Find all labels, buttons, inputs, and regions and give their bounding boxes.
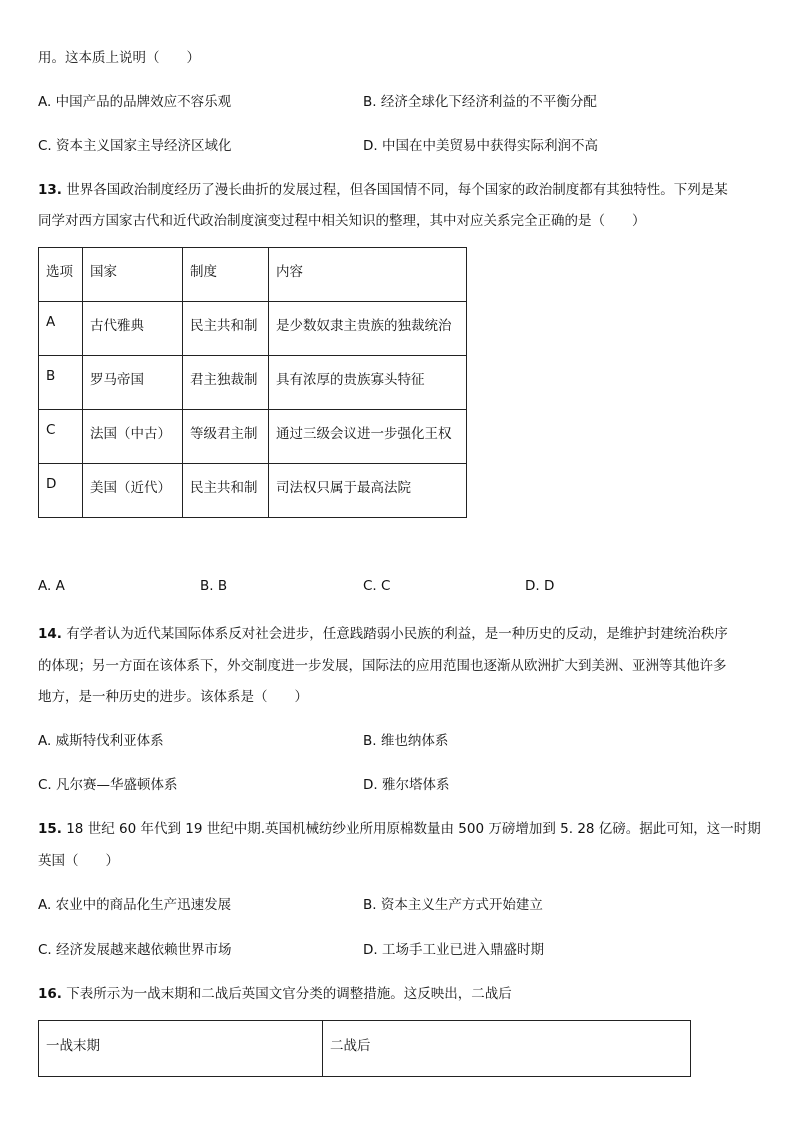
q13-table-header-row [39, 248, 467, 302]
q13-header-option: 选项 [39, 248, 83, 302]
q12-option-a[interactable]: A. 中国产品的品牌效应不容乐观 [38, 94, 232, 110]
table-row [39, 410, 467, 464]
q14-option-c[interactable]: C. 凡尔赛—华盛顿体系 [38, 777, 178, 793]
q16-header-post-ww2: 二战后 [323, 1021, 691, 1077]
q16-stem-line1 [38, 982, 512, 1002]
table-row [39, 464, 467, 518]
q14-stem-line1 [38, 622, 728, 642]
q14-number: 14. [38, 626, 62, 642]
table-row [39, 356, 467, 410]
q13-number: 13. [38, 182, 62, 198]
q12-option-d[interactable]: D. 中国在中美贸易中获得实际利润不高 [363, 138, 598, 154]
q16-header-ww1-end: 一战末期 [39, 1021, 323, 1077]
q13-stem-text1: 世界各国政治制度经历了漫长曲折的发展过程，但各国国情不同，每个国家的政治制度都有其独特性。下列是某 [66, 182, 728, 198]
q13-stem-line1 [38, 178, 728, 198]
q15-stem-line1 [38, 817, 761, 837]
q13-stem-line2: 同学对西方国家古代和近代政治制度演变过程中相关知识的整理，其中对应关系完全正确的是（ ） [38, 213, 646, 229]
table-cell: 具有浓厚的贵族寡头特征 [269, 356, 467, 410]
table-cell: A [39, 302, 83, 356]
q13-option-a[interactable]: A. A [38, 578, 65, 594]
q13-option-d[interactable]: D. D [525, 578, 555, 594]
q14-stem-line2: 的体现；另一方面在该体系下，外交制度进一步发展，国际法的应用范围也逐渐从欧洲扩大到美洲、亚洲等其他许多 [38, 658, 727, 674]
q15-option-c[interactable]: C. 经济发展越来越依赖世界市场 [38, 942, 232, 958]
table-cell: 民主共和制 [183, 302, 269, 356]
q16-stem-text1: 下表所示为一战末期和二战后英国文官分类的调整措施。这反映出，二战后 [66, 986, 512, 1002]
table-cell: 美国（近代） [83, 464, 183, 518]
table-cell: B [39, 356, 83, 410]
table-cell: 是少数奴隶主贵族的独裁统治 [269, 302, 467, 356]
q12-stem-tail: 用。这本质上说明（ ） [38, 50, 200, 66]
q15-option-d[interactable]: D. 工场手工业已进入鼎盛时期 [363, 942, 544, 958]
q13-option-c[interactable]: C. C [363, 578, 391, 594]
table-cell: 罗马帝国 [83, 356, 183, 410]
table-row [39, 302, 467, 356]
q13-header-system: 制度 [183, 248, 269, 302]
q16-table-header-row [39, 1021, 691, 1077]
q14-option-d[interactable]: D. 雅尔塔体系 [363, 777, 450, 793]
table-cell: D [39, 464, 83, 518]
q13-header-country: 国家 [83, 248, 183, 302]
q16-table [38, 1020, 691, 1077]
table-cell: 司法权只属于最高法院 [269, 464, 467, 518]
q14-option-b[interactable]: B. 维也纳体系 [363, 733, 449, 749]
table-cell: 法国（中古） [83, 410, 183, 464]
table-cell: C [39, 410, 83, 464]
q15-option-a[interactable]: A. 农业中的商品化生产迅速发展 [38, 897, 232, 913]
q15-option-b[interactable]: B. 资本主义生产方式开始建立 [363, 897, 543, 913]
q12-option-c[interactable]: C. 资本主义国家主导经济区域化 [38, 138, 232, 154]
table-cell: 古代雅典 [83, 302, 183, 356]
q14-option-a[interactable]: A. 威斯特伐利亚体系 [38, 733, 164, 749]
table-cell: 君主独裁制 [183, 356, 269, 410]
q13-table [38, 247, 467, 518]
q15-number: 15. [38, 821, 62, 837]
q15-stem-text1: 18 世纪 60 年代到 19 世纪中期.英国机械纺纱业所用原棉数量由 500 万磅增加到 5. 28 亿磅。据此可知，这一时期 [66, 821, 761, 837]
q12-option-b[interactable]: B. 经济全球化下经济利益的不平衡分配 [363, 94, 597, 110]
q16-number: 16. [38, 986, 62, 1002]
q13-option-b[interactable]: B. B [200, 578, 228, 594]
table-cell: 等级君主制 [183, 410, 269, 464]
q15-stem-line2: 英国（ ） [38, 853, 119, 869]
table-cell: 民主共和制 [183, 464, 269, 518]
q13-header-content: 内容 [269, 248, 467, 302]
table-cell: 通过三级会议进一步强化王权 [269, 410, 467, 464]
q14-stem-line3: 地方，是一种历史的进步。该体系是（ ） [38, 689, 308, 705]
q14-stem-text1: 有学者认为近代某国际体系反对社会进步，任意践踏弱小民族的利益，是一种历史的反动，是维护封建统治秩序 [66, 626, 728, 642]
